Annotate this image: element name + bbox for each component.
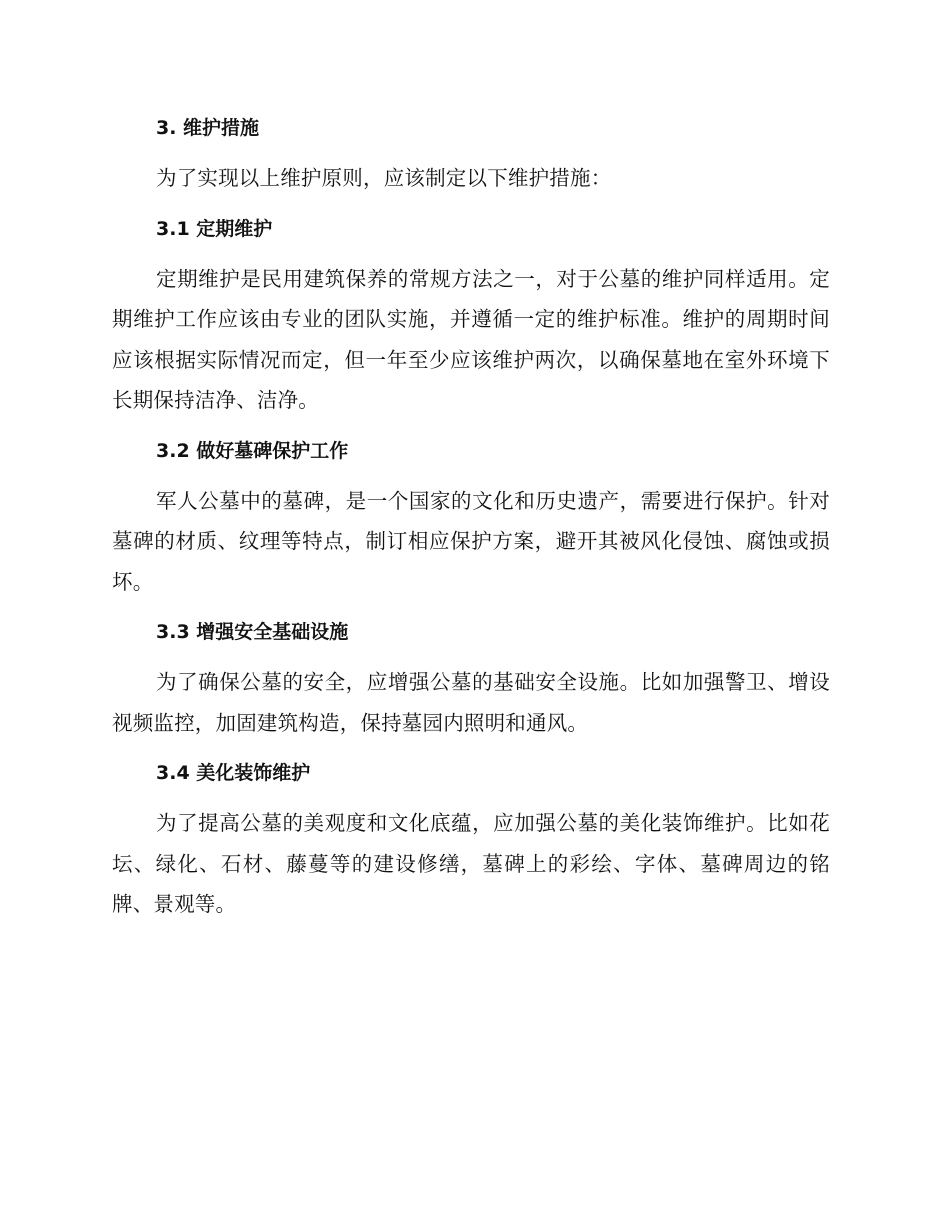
section-paragraph-3-4: 为了提高公墓的美观度和文化底蕴，应加强公墓的美化装饰维护。比如花坛、绿化、石材、藤蔓等的建设修缮，墓碑上的彩绘、字体、墓碑周边的铭牌、景观等。: [112, 811, 830, 916]
document-body: [112, 108, 830, 935]
section-paragraph-3-1: 定期维护是民用建筑保养的常规方法之一，对于公墓的维护同样适用。定期维护工作应该由专业的团队实施，并遵循一定的维护标准。维护的周期时间应该根据实际情况而定，但一年至少应该维护两次，以确保墓地在室外环境下长期保持洁净、洁净。: [112, 266, 830, 412]
section-heading-3-1: 3.1 定期维护: [156, 217, 273, 240]
section-paragraph-3-3: 为了确保公墓的安全，应增强公墓的基础安全设施。比如加强警卫、增设视频监控，加固建筑构造，保持墓园内照明和通风。: [112, 670, 830, 735]
section-heading-3: 3. 维护措施: [156, 117, 260, 139]
section-heading-3-3: 3.3 增强安全基础设施: [156, 621, 349, 643]
section-paragraph-3: 为了实现以上维护原则，应该制定以下维护措施：: [156, 166, 612, 190]
section-heading-3-4: 3.4 美化装饰维护: [156, 762, 311, 784]
section-heading-3-2: 3.2 做好墓碑保护工作: [156, 439, 349, 462]
section-paragraph-3-2: 军人公墓中的墓碑，是一个国家的文化和历史遗产，需要进行保护。针对墓碑的材质、纹理等特点，制订相应保护方案，避开其被风化侵蚀、腐蚀或损坏。: [112, 488, 830, 594]
